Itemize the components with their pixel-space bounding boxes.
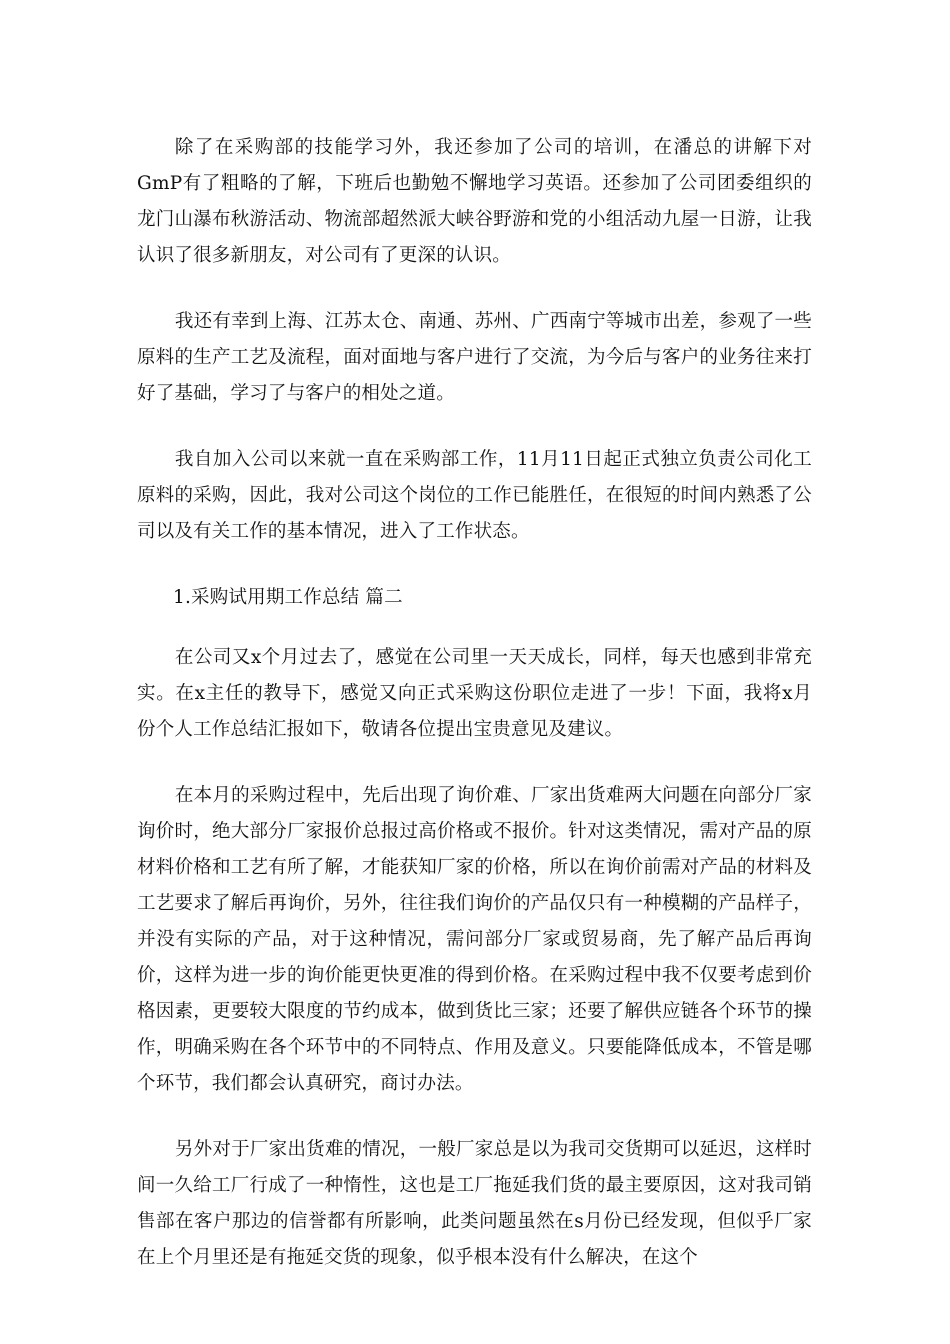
paragraph-inquiry-problems: 在本月的采购过程中，先后出现了询价难、厂家出货难两大问题在向部分厂家询价时，绝大部分厂家报价总报过高价格或不报价。针对这类情况，需对产品的原材料价格和工艺有所了解，才能获知厂家的价格，所以在询价前需对产品的材料及工艺要求了解后再询价，另外，往往我们询价的产品仅只有一种模糊的产品样子，并没有实际的产品，对于这种情况，需问部分厂家或贸易商，先了解产品后再询价，这样为进一步的询价能更快更准的得到价格。在采购过程中我不仅要考虑到价格因素，更要较大限度的节约成本，做到货比三家；还要了解供应链各个环节的操作，明确采购在各个环节中的不同特点、作用及意义。只要能降低成本，不管是哪个环节，我们都会认真研究，商讨办法。 — [137, 785, 812, 1094]
paragraph-position: 我自加入公司以来就一直在采购部工作，11月11日起正式独立负责公司化工原料的采购，因此，我对公司这个岗位的工作已能胜任，在很短的时间内熟悉了公司以及有关工作的基本情况，进入了工作状态。 — [137, 449, 812, 542]
paragraph-business-trips: 我还有幸到上海、江苏太仓、南通、苏州、广西南宁等城市出差，参观了一些原料的生产工艺及流程，面对面地与客户进行了交流，为今后与客户的业务往来打好了基础，学习了与客户的相处之道。 — [137, 311, 812, 404]
paragraph-monthly-intro: 在公司又x个月过去了，感觉在公司里一天天成长，同样，每天也感到非常充实。在x主任的教导下，感觉又向正式采购这份职位走进了一步！下面，我将x月份个人工作总结汇报如下，敬请各位提出宝贵意见及建议。 — [137, 647, 812, 740]
document-body — [137, 130, 812, 1306]
section-heading: 1.采购试用期工作总结 篇二 — [173, 587, 403, 608]
paragraph-training: 除了在采购部的技能学习外，我还参加了公司的培训，在潘总的讲解下对GmP有了粗略的了解，下班后也勤勉不懈地学习英语。还参加了公司团委组织的龙门山瀑布秋游活动、物流部超然派大峡谷野游和党的小组活动九屋一日游，让我认识了很多新朋友，对公司有了更深的认识。 — [137, 137, 812, 266]
paragraph-delivery-problems: 另外对于厂家出货难的情况，一般厂家总是以为我司交货期可以延迟，这样时间一久给工厂行成了一种惰性，这也是工厂拖延我们货的最主要原因，这对我司销售部在客户那边的信誉都有所影响，此类问题虽然在s月份已经发现，但似乎厂家在上个月里还是有拖延交货的现象，似乎根本没有什么解决，在这个 — [137, 1139, 812, 1268]
